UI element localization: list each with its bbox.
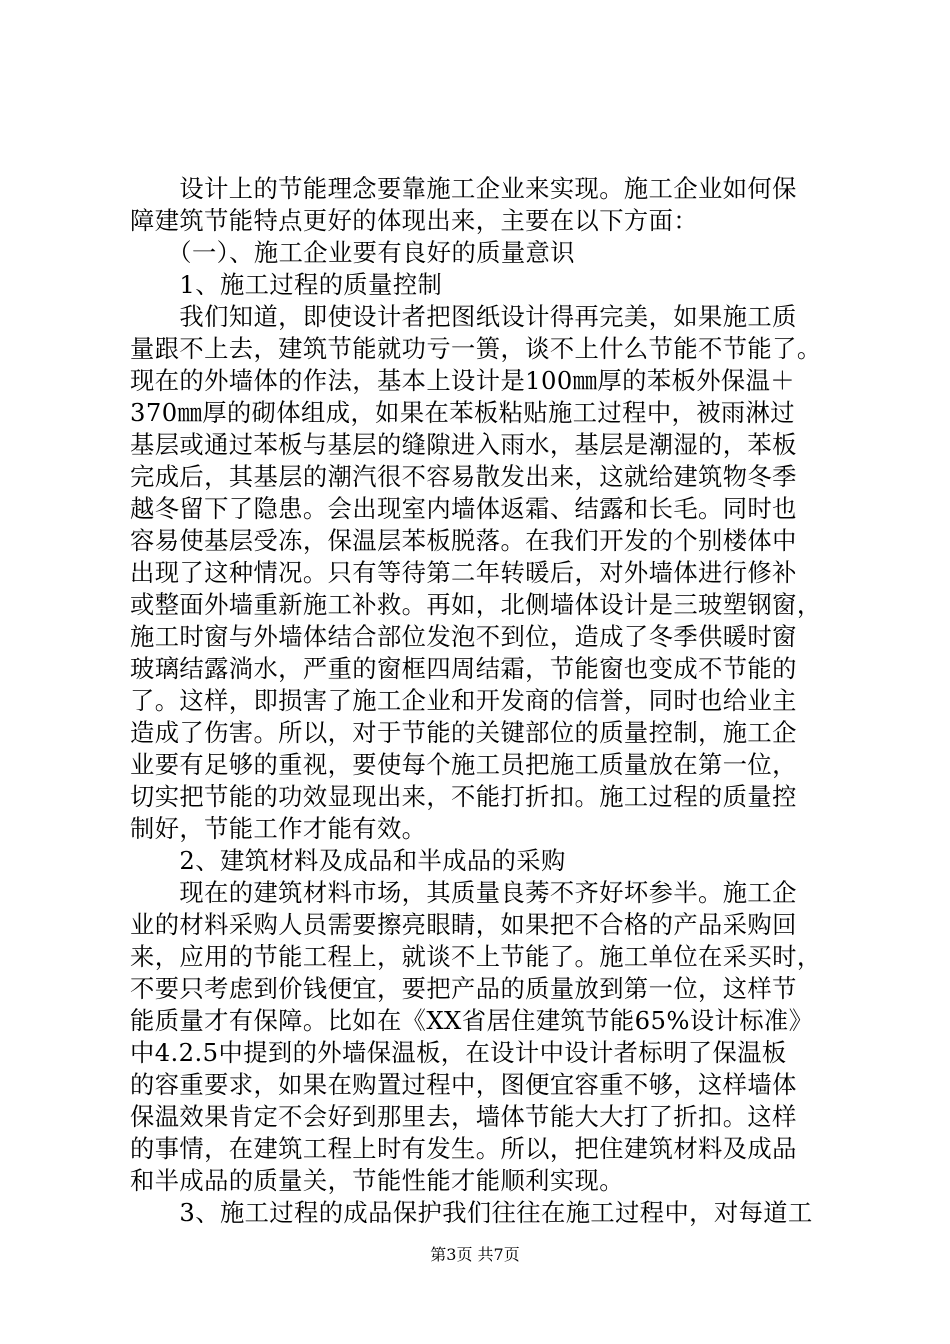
text-line: 业要有足够的重视，要使每个施工员把施工质量放在第一位， <box>130 750 797 779</box>
text-line: 不要只考虑到价钱便宜，要把产品的质量放到第一位，这样节 <box>130 974 797 1003</box>
page-number-label: 第3页 共7页 <box>430 1245 520 1264</box>
body-text <box>130 173 850 1229</box>
text-line: 业的材料采购人员需要擦亮眼睛，如果把不合格的产品采购回 <box>130 910 797 939</box>
text-line: 玻璃结露淌水，严重的窗框四周结霜，节能窗也变成不节能的 <box>130 654 797 683</box>
text-line: 现在的外墙体的作法，基本上设计是100㎜厚的苯板外保温＋ <box>130 366 795 395</box>
text-line: 切实把节能的功效显现出来，不能打折扣。施工过程的质量控 <box>130 782 797 811</box>
section-heading: （一）、施工企业要有良好的质量意识 <box>130 238 575 267</box>
text-line: 越冬留下了隐患。会出现室内墙体返霜、结露和长毛。同时也 <box>130 494 797 523</box>
text-line: 和半成品的质量关，节能性能才能顺利实现。 <box>130 1166 624 1195</box>
text-line: 的容重要求，如果在购置过程中，图便宜容重不够，这样墙体 <box>130 1070 797 1099</box>
text-line: 我们知道，即使设计者把图纸设计得再完美，如果施工质 <box>130 302 797 331</box>
text-line: 容易使基层受冻，保温层苯板脱落。在我们开发的个别楼体中 <box>130 526 797 555</box>
text-line: 了。这样，即损害了施工企业和开发商的信誉，同时也给业主 <box>130 686 797 715</box>
text-line: 制好，节能工作才能有效。 <box>130 814 427 843</box>
text-line: 或整面外墙重新施工补救。再如，北侧墙体设计是三玻塑钢窗， <box>130 590 822 619</box>
text-line: 的事情，在建筑工程上时有发生。所以，把住建筑材料及成品 <box>130 1134 797 1163</box>
text-line: 造成了伤害。所以，对于节能的关键部位的质量控制，施工企 <box>130 718 797 747</box>
text-line: 障建筑节能特点更好的体现出来，主要在以下方面： <box>130 206 699 235</box>
text-line: 3、施工过程的成品保护我们往往在施工过程中，对每道工 <box>130 1198 813 1227</box>
text-line: 设计上的节能理念要靠施工企业来实现。施工企业如何保 <box>130 174 797 203</box>
text-line: 出现了这种情况。只有等待第二年转暖后，对外墙体进行修补 <box>130 558 797 587</box>
page-footer <box>0 1245 950 1265</box>
text-line: 施工时窗与外墙体结合部位发泡不到位，造成了冬季供暖时窗 <box>130 622 797 651</box>
text-line: 现在的建筑材料市场，其质量良莠不齐好坏参半。施工企 <box>130 878 797 907</box>
text-line: 完成后，其基层的潮汽很不容易散发出来，这就给建筑物冬季 <box>130 462 797 491</box>
subsection-heading: 1、施工过程的质量控制 <box>130 270 443 299</box>
text-line: 基层或通过苯板与基层的缝隙进入雨水，基层是潮湿的，苯板 <box>130 430 797 459</box>
text-line: 370㎜厚的砌体组成，如果在苯板粘贴施工过程中，被雨淋过 <box>130 398 795 427</box>
text-line: 来，应用的节能工程上，就谈不上节能了。施工单位在采买时， <box>130 942 822 971</box>
subsection-heading: 2、建筑材料及成品和半成品的采购 <box>130 846 566 875</box>
text-line: 能质量才有保障。比如在《XX省居住建筑节能65%设计标准》 <box>130 1006 814 1035</box>
text-line: 保温效果肯定不会好到那里去，墙体节能大大打了折扣。这样 <box>130 1102 797 1131</box>
text-line: 量跟不上去，建筑节能就功亏一篑，谈不上什么节能不节能了。 <box>130 334 822 363</box>
text-line: 中4.2.5中提到的外墙保温板，在设计中设计者标明了保温板 <box>130 1038 787 1067</box>
